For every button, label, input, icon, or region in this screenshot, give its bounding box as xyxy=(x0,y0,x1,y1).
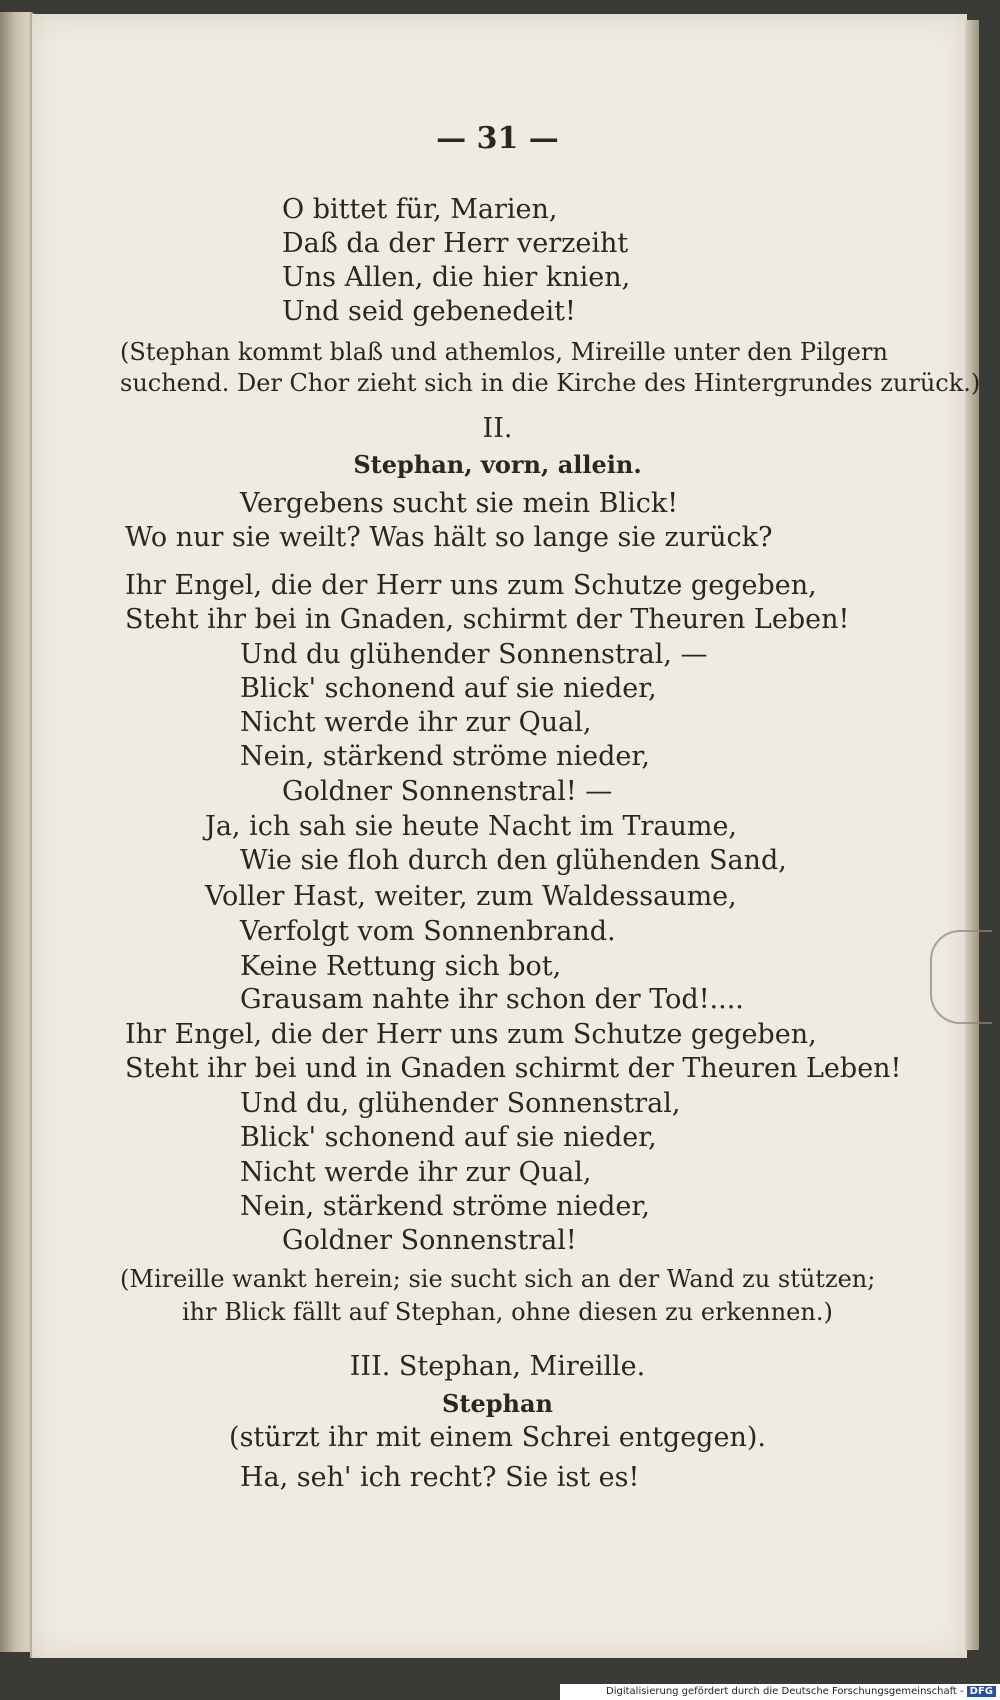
verse-line: Nicht werde ihr zur Qual, xyxy=(240,1157,592,1188)
scene-number: II. xyxy=(482,413,513,444)
clip-icon xyxy=(930,930,992,1024)
verse-line: Wo nur sie weilt? Was hält so lange sie zurück? xyxy=(125,522,773,553)
dfg-logo: DFG xyxy=(967,1686,996,1697)
stage-direction: (Mireille wankt herein; sie sucht sich an der Wand zu stützen; xyxy=(120,1265,876,1293)
verse-line: Nicht werde ihr zur Qual, xyxy=(240,707,592,738)
page-number: — 31 — xyxy=(436,121,559,156)
speaker-name: Stephan xyxy=(442,1389,553,1418)
stage-direction: ihr Blick fällt auf Stephan, ohne diesen zu erkennen.) xyxy=(182,1298,833,1326)
verse-line: Vergebens sucht sie mein Blick! xyxy=(240,488,679,519)
verse-line: Daß da der Herr verzeiht xyxy=(282,228,629,259)
verse-line: Nein, stärkend ströme nieder, xyxy=(240,741,650,772)
verse-line: O bittet für, Marien, xyxy=(282,194,558,225)
verse-line: Ihr Engel, die der Herr uns zum Schutze gegeben, xyxy=(125,570,817,601)
verse-line: Und du glühender Sonnenstral, — xyxy=(240,639,708,670)
verse-line: Grausam nahte ihr schon der Tod!.... xyxy=(240,984,744,1015)
verse-line: Und seid gebenedeit! xyxy=(282,296,576,327)
verse-line: Goldner Sonnenstral! — xyxy=(282,776,613,807)
verse-line: Steht ihr bei in Gnaden, schirmt der Theuren Leben! xyxy=(125,604,850,635)
verse-line: Blick' schonend auf sie nieder, xyxy=(240,673,657,704)
right-page-edge xyxy=(965,20,979,1650)
verse-line: Keine Rettung sich bot, xyxy=(240,951,562,982)
stage-direction: (stürzt ihr mit einem Schrei entgegen). xyxy=(229,1422,766,1453)
footer-text: Digitalisierung gefördert durch die Deutsche Forschungsgemeinschaft - xyxy=(606,1686,964,1697)
verse-line: Ja, ich sah sie heute Nacht im Traume, xyxy=(205,811,738,842)
verse-line: Ihr Engel, die der Herr uns zum Schutze gegeben, xyxy=(125,1019,817,1050)
scene-heading: Stephan, vorn, allein. xyxy=(353,450,642,479)
scene-heading: III. Stephan, Mireille. xyxy=(349,1351,646,1382)
verse-line: Blick' schonend auf sie nieder, xyxy=(240,1122,657,1153)
verse-line: Verfolgt vom Sonnenbrand. xyxy=(240,916,616,947)
verse-line: Uns Allen, die hier knien, xyxy=(282,262,631,293)
verse-line: Wie sie floh durch den glühenden Sand, xyxy=(240,845,787,876)
verse-line: Goldner Sonnenstral! xyxy=(282,1225,577,1256)
verse-line: Ha, seh' ich recht? Sie ist es! xyxy=(240,1462,640,1493)
verse-line: Und du, glühender Sonnenstral, xyxy=(240,1088,681,1119)
verse-line: Nein, stärkend ströme nieder, xyxy=(240,1191,650,1222)
stage-direction: suchend. Der Chor zieht sich in die Kirche des Hintergrundes zurück.) xyxy=(120,369,981,397)
stage-direction: (Stephan kommt blaß und athemlos, Mireille unter den Pilgern xyxy=(120,338,888,366)
verse-line: Steht ihr bei und in Gnaden schirmt der Theuren Leben! xyxy=(125,1053,902,1084)
verse-line: Voller Hast, weiter, zum Waldessaume, xyxy=(205,881,737,912)
digitization-footer xyxy=(560,1684,1000,1700)
